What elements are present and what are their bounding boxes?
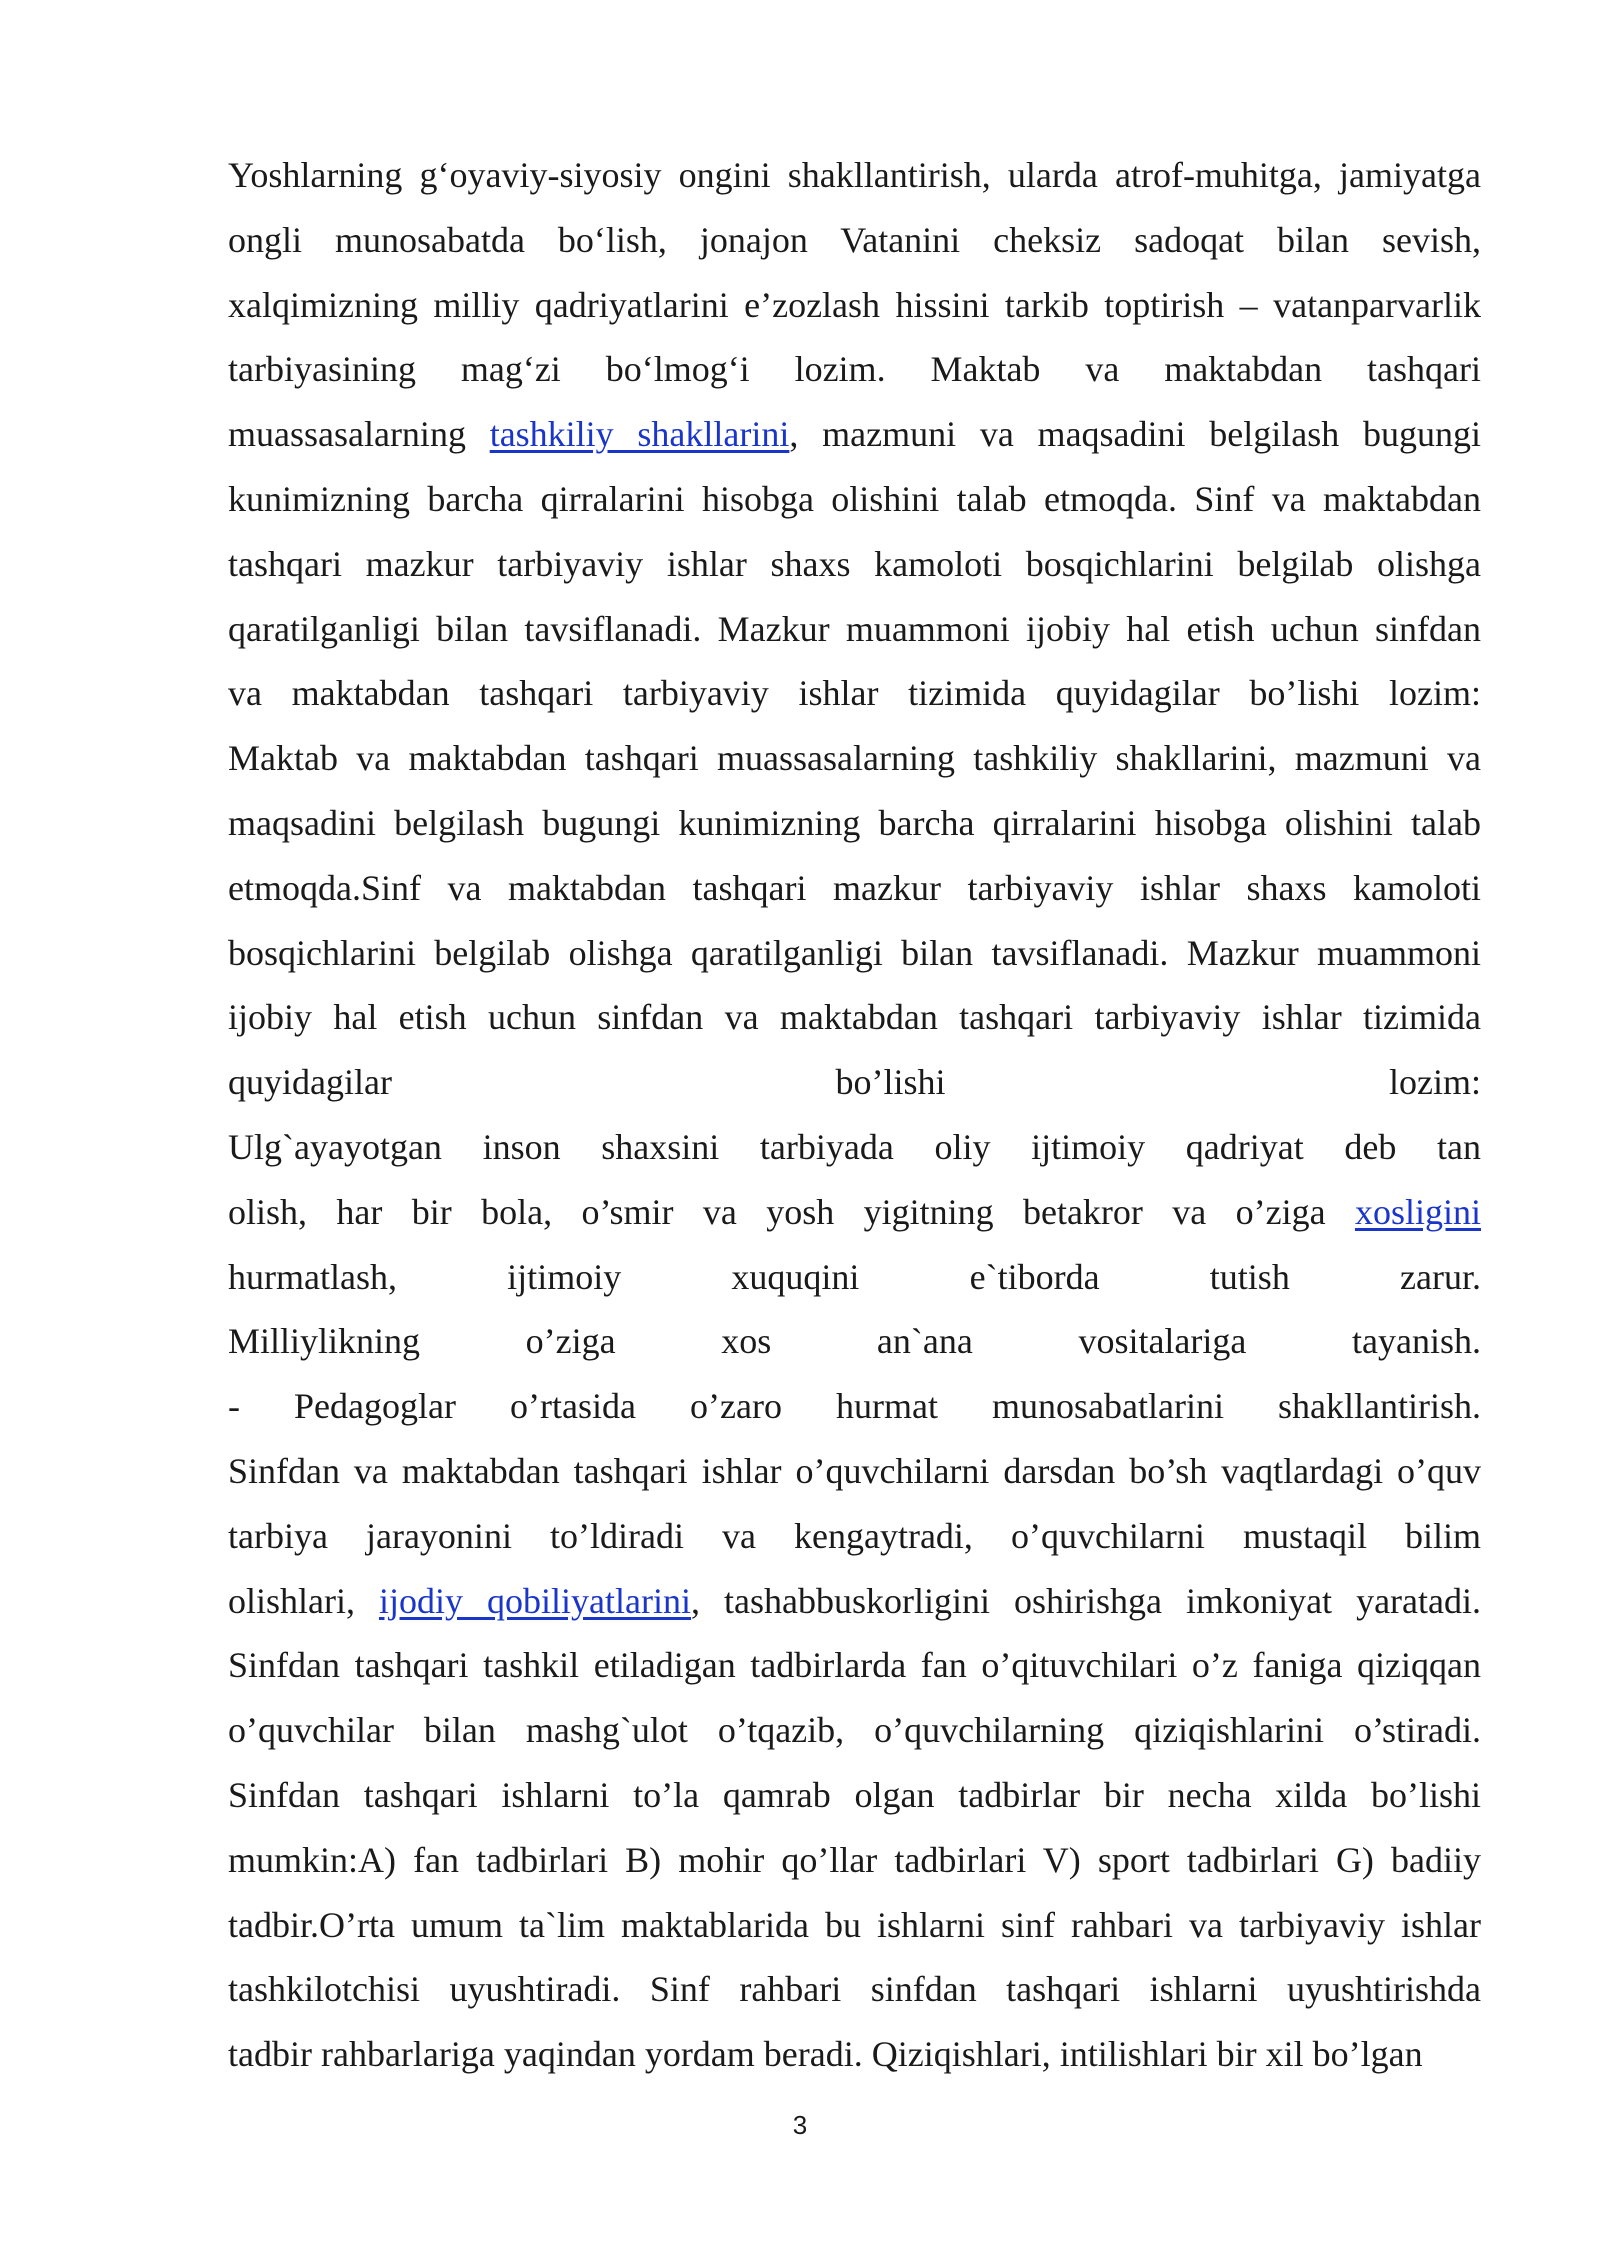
text-span: Maktab va maktabdan tashqari muassasalarning tashkiliy shakllarini, mazmuni va: [228, 738, 1481, 779]
text-span: quyidagilar bo’lishi lozim:: [228, 1062, 1481, 1103]
text-line: [228, 863, 1481, 928]
text-line: [228, 539, 1481, 604]
text-span: Sinfdan va maktabdan tashqari ishlar o’quvchilarni darsdan bo’sh vaqtlardagi o’quv: [228, 1450, 1481, 1491]
text-span: hurmatlash, ijtimoiy xuquqini e`tiborda tutish zarur.: [228, 1256, 1481, 1297]
inline-link[interactable]: ijodiy qobiliyatlarini: [379, 1580, 692, 1621]
text-line: [228, 1770, 1481, 1835]
text-span: ijobiy hal etish uchun sinfdan va maktabdan tashqari tarbiyaviy ishlar tizimida: [228, 997, 1481, 1038]
text-span: muassasalarning: [228, 414, 490, 455]
text-line: [228, 928, 1481, 993]
inline-link[interactable]: xosligini: [1354, 1191, 1481, 1232]
inline-link[interactable]: tashkiliy shakllarini: [489, 414, 790, 455]
text-span: kunimizning barcha qirralarini hisobga olishini talab etmoqda. Sinf va maktabdan: [228, 478, 1481, 519]
text-line: [228, 344, 1481, 409]
text-span: bosqichlarini belgilab olishga qaratilganligi bilan tavsiflanadi. Mazkur muammoni: [228, 932, 1481, 973]
text-line: [228, 1381, 1481, 1446]
text-line: [228, 1705, 1481, 1770]
text-span: tashkilotchisi uyushtiradi. Sinf rahbari sinfdan tashqari ishlarni uyushtirishda: [228, 1969, 1481, 2010]
text-span: Sinfdan tashqari ishlarni to’la qamrab olgan tadbirlar bir necha xilda bo’lishi: [228, 1774, 1481, 1815]
text-span: - Pedagoglar o’rtasida o’zaro hurmat munosabatlarini shakllantirish.: [228, 1386, 1481, 1427]
text-span: olishlari,: [228, 1580, 380, 1621]
text-span: tarbiya jarayonini to’ldiradi va kengaytradi, o’quvchilarni mustaqil bilim: [228, 1515, 1481, 1556]
page-number: 3: [792, 2110, 808, 2140]
text-span: Sinfdan tashqari tashkil etiladigan tadbirlarda fan o’qituvchilari o’z faniga qiziqqan: [228, 1645, 1481, 1686]
text-line: [228, 1187, 1481, 1252]
text-line: [228, 1122, 1481, 1187]
text-line: [228, 150, 1481, 215]
text-line: [228, 1835, 1481, 1900]
text-line: [228, 1511, 1481, 1576]
text-line: [228, 1446, 1481, 1511]
text-span: maqsadini belgilash bugungi kunimizning barcha qirralarini hisobga olishini talab: [228, 802, 1481, 843]
text-line: [228, 1316, 1481, 1381]
text-line: [228, 798, 1481, 863]
text-span: , mazmuni va maqsadini belgilash bugungi: [789, 414, 1481, 455]
text-span: Yoshlarning g‘oyaviy-siyosiy ongini shakllantirish, ularda atrof-muhitga, jamiyatga: [228, 155, 1481, 195]
text-span: , tashabbuskorligini oshirishga imkoniyat yaratadi.: [691, 1580, 1481, 1621]
text-span: tadbir.O’rta umum ta`lim maktablarida bu ishlarni sinf rahbari va tarbiyaviy ishlar: [228, 1904, 1481, 1945]
text-span: xalqimizning milliy qadriyatlarini e’zozlash hissini tarkib toptirish – vatanparvarlik: [228, 284, 1481, 325]
text-span: Milliylikning o’ziga xos an`ana vositalariga tayanish.: [228, 1321, 1481, 1362]
text-span: va maktabdan tashqari tarbiyaviy ishlar tizimida quyidagilar bo’lishi lozim:: [228, 673, 1481, 714]
text-span: Ulg`ayayotgan inson shaxsini tarbiyada oliy ijtimoiy qadriyat deb tan: [228, 1126, 1481, 1167]
text-span: qaratilganligi bilan tavsiflanadi. Mazkur muammoni ijobiy hal etish uchun sinfdan: [228, 608, 1481, 649]
body-text: [228, 150, 1481, 2094]
text-line: [228, 1252, 1481, 1317]
text-line: [228, 409, 1481, 474]
text-line: [228, 474, 1481, 539]
text-line: [228, 280, 1481, 345]
text-line: [228, 992, 1481, 1057]
text-span: tashqari mazkur tarbiyaviy ishlar shaxs kamoloti bosqichlarini belgilab olishga: [228, 543, 1481, 584]
text-line: [228, 733, 1481, 798]
text-span: mumkin:A) fan tadbirlari B) mohir qo’llar tadbirlari V) sport tadbirlari G) badiiy: [228, 1839, 1481, 1880]
text-line: [228, 1964, 1481, 2029]
text-line: [228, 215, 1481, 280]
text-span: etmoqda.Sinf va maktabdan tashqari mazkur tarbiyaviy ishlar shaxs kamoloti: [228, 867, 1481, 908]
text-line: [228, 1640, 1481, 1705]
text-line: [228, 1057, 1481, 1122]
text-span: olish, har bir bola, o’smir va yosh yigitning betakror va o’ziga: [228, 1191, 1355, 1232]
text-line: [228, 1900, 1481, 1965]
text-span: o’quvchilar bilan mashg`ulot o’tqazib, o’quvchilarning qiziqishlarini o’stiradi.: [228, 1710, 1481, 1751]
text-span: tadbir rahbarlariga yaqindan yordam beradi. Qiziqishlari, intilishlari bir xil bo’lgan: [228, 2034, 1423, 2075]
text-line: [228, 1576, 1481, 1641]
text-span: tarbiyasining mag‘zi bo‘lmog‘i lozim. Maktab va maktabdan tashqari: [228, 349, 1481, 390]
text-span: ongli munosabatda bo‘lish, jonajon Vatanini cheksiz sadoqat bilan sevish,: [228, 219, 1481, 260]
text-line: [228, 668, 1481, 733]
text-line: [228, 604, 1481, 669]
text-line: [228, 2029, 1481, 2094]
